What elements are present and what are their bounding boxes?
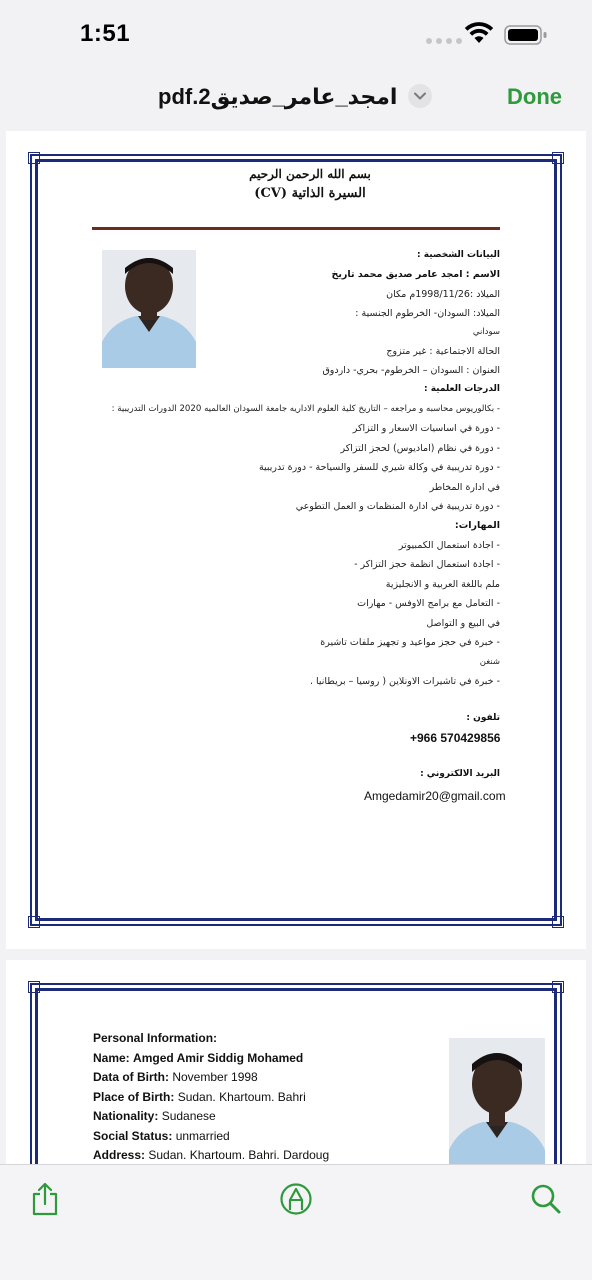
cv-line: - اجادة استعمال انظمة حجز التزاكر -	[354, 559, 500, 570]
phone-label: تلفون :	[466, 713, 500, 723]
cv-line: في البيع و التواصل	[426, 618, 500, 629]
border-corner	[552, 916, 564, 928]
info-label: Social Status:	[93, 1129, 173, 1143]
cv-line: - اجادة استعمال الكمبيوتر	[398, 540, 500, 551]
info-label: Nationality:	[93, 1109, 159, 1123]
markup-button[interactable]	[276, 1179, 316, 1219]
cv-line: - دورة في نظام (اماديوس) لحجز التزاكر	[340, 443, 500, 454]
document-title[interactable]: pdf.2امجد_عامر_صديق	[158, 84, 398, 109]
border-corner	[28, 981, 40, 993]
cv-line: سوداني	[472, 327, 500, 337]
border-corner	[552, 981, 564, 993]
cv-line: - بكالوريوس محاسبه و مراجعه – التاريخ كلية العلوم الاداريه جامعة السودان العالميه 2020 الدورات التدريبية :	[111, 404, 500, 414]
info-value: November 1998	[172, 1070, 258, 1084]
info-social-status	[93, 1129, 230, 1143]
header-divider	[92, 227, 500, 230]
cv-line: الميلاد :1998/11/26م مكان	[386, 289, 500, 300]
cv-line: - دورة في اساسيات الاسعار و التزاكر	[352, 423, 500, 434]
cv-line: الميلاد: السودان- الخرطوم الجنسية :	[355, 308, 500, 319]
status-bar	[0, 0, 592, 64]
border-corner	[28, 152, 40, 164]
person-photo-icon	[449, 1038, 545, 1180]
basmala: بسم الله الرحمن الرحيم	[249, 167, 371, 181]
done-button[interactable]: Done	[507, 84, 562, 109]
info-value: Sudan. Khartoum. Bahri. Dardoug	[148, 1148, 330, 1162]
cv-line: ملم باللغة العربية و الانجليزية	[385, 579, 500, 590]
cv-line: الاسم : امجد عامر صديق محمد تاريخ	[331, 269, 500, 280]
share-button[interactable]	[25, 1179, 65, 1219]
info-name	[93, 1051, 303, 1065]
person-photo-icon	[102, 250, 196, 368]
phone-number: +966 570429856	[410, 731, 501, 745]
battery-icon	[504, 25, 548, 45]
profile-photo	[449, 1038, 545, 1180]
markup-pen-icon	[279, 1182, 313, 1216]
pdf-page-1	[6, 131, 586, 949]
cv-line: - دورة تدريبية في وكالة شيري للسفر والسياحة - دورة تدريبية	[258, 462, 500, 473]
profile-photo	[102, 250, 196, 368]
cv-line: شنغن	[479, 657, 500, 667]
info-birth-place	[93, 1090, 306, 1104]
bottom-toolbar	[0, 1164, 592, 1280]
cv-line: - خبرة في تاشيرات الاونلاين ( روسيا – بريطانيا .	[309, 676, 500, 687]
navigation-bar	[0, 64, 592, 128]
info-label: Data of Birth:	[93, 1070, 169, 1084]
section-personal-info: البيانات الشخصية :	[417, 250, 500, 260]
info-address	[93, 1148, 329, 1162]
section-skills: المهارات:	[454, 520, 500, 531]
info-birth-date	[93, 1070, 258, 1084]
border-corner	[552, 152, 564, 164]
cv-line: الحالة الاجتماعية : غير متزوج	[386, 346, 500, 357]
search-button[interactable]	[526, 1179, 566, 1219]
status-time: 1:51	[80, 20, 131, 47]
email-address: Amgedamir20@gmail.com	[364, 789, 506, 803]
section-degrees: الدرجات العلمية :	[423, 384, 500, 394]
cv-line: في ادارة المخاطر	[429, 482, 500, 493]
signal-dots-icon	[426, 38, 462, 44]
title-menu-button[interactable]	[408, 84, 432, 108]
info-label: Address:	[93, 1148, 146, 1162]
info-value: unmarried	[175, 1129, 230, 1143]
info-value: Sudan. Khartoum. Bahri	[177, 1090, 306, 1104]
cv-line: - التعامل مع برامج الاوفس - مهارات	[357, 598, 500, 609]
share-icon	[31, 1182, 59, 1216]
border-corner	[28, 916, 40, 928]
info-label: Name:	[93, 1051, 130, 1065]
info-label: Place of Birth:	[93, 1090, 175, 1104]
info-value: Amged Amir Siddig Mohamed	[133, 1051, 304, 1065]
info-nationality	[93, 1109, 216, 1123]
personal-info-heading: Personal Information:	[93, 1031, 218, 1045]
cv-line: العنوان : السودان – الخرطوم- بحري- داردوق	[322, 365, 500, 376]
search-icon	[530, 1183, 562, 1215]
info-value: Sudanese	[161, 1109, 216, 1123]
cv-line: - دورة تدريبية في ادارة المنظمات و العمل التطوعي	[295, 501, 500, 512]
wifi-icon	[464, 22, 494, 44]
email-label: البريد الالكتروني :	[420, 769, 500, 779]
cv-title: السيرة الذاتية (CV)	[254, 186, 366, 201]
pdf-page-2	[6, 960, 586, 1180]
chevron-down-icon	[414, 92, 426, 100]
cv-line: - خبرة في حجز مواعيد و تجهيز ملفات تاشيرة	[320, 637, 500, 648]
